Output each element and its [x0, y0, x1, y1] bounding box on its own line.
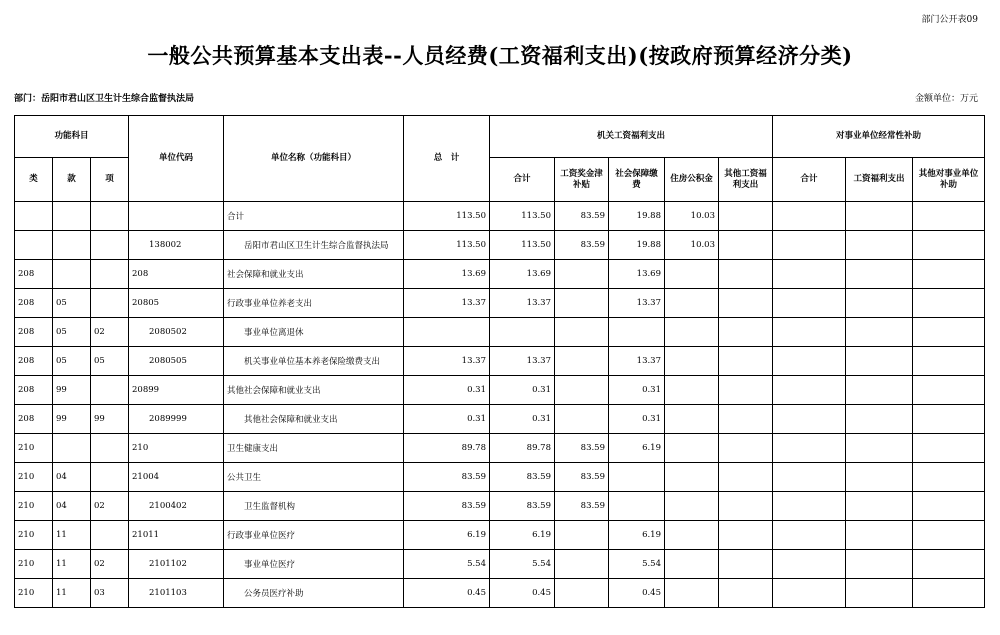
cell-unit-name: 岳阳市君山区卫生计生综合监督执法局 — [224, 231, 404, 260]
cell-org-total: 13.37 — [490, 289, 555, 318]
cell-org-wage — [555, 579, 609, 608]
cell-org-social — [609, 318, 665, 347]
cell-xiang: 02 — [91, 492, 129, 521]
cell-total: 13.37 — [404, 347, 490, 376]
cell-unit-name: 卫生监督机构 — [224, 492, 404, 521]
header-org-total: 合计 — [490, 158, 555, 202]
cell-unit-name: 事业单位离退休 — [224, 318, 404, 347]
cell-total: 0.45 — [404, 579, 490, 608]
cell-org-housing — [665, 492, 719, 521]
cell-org-social: 0.31 — [609, 376, 665, 405]
cell-total: 113.50 — [404, 231, 490, 260]
cell-kuan: 05 — [53, 318, 91, 347]
cell-unit-code: 2101103 — [129, 579, 224, 608]
cell-xiang — [91, 463, 129, 492]
cell-total: 83.59 — [404, 463, 490, 492]
cell-sub-total — [773, 492, 846, 521]
table-row — [15, 376, 985, 405]
page-title: 一般公共预算基本支出表--人员经费(工资福利支出)(按政府预算经济分类) — [147, 43, 853, 68]
cell-sub-other — [913, 405, 985, 434]
header-org-housing: 住房公积金 — [665, 158, 719, 202]
cell-org-housing — [665, 521, 719, 550]
table-row — [15, 579, 985, 608]
table-row — [15, 202, 985, 231]
header-sub-group: 对事业单位经常性补助 — [773, 116, 985, 158]
cell-org-wage: 83.59 — [555, 463, 609, 492]
header-total: 总 计 — [404, 116, 490, 202]
cell-unit-code: 2101102 — [129, 550, 224, 579]
cell-xiang: 02 — [91, 318, 129, 347]
department-label: 部门：岳阳市君山区卫生计生综合监督执法局 — [14, 94, 195, 104]
cell-xiang — [91, 260, 129, 289]
header-func-subject: 功能科目 — [15, 116, 129, 158]
cell-org-other — [719, 550, 773, 579]
cell-unit-code: 2100402 — [129, 492, 224, 521]
header-unit-code: 单位代码 — [129, 116, 224, 202]
header-org-other: 其他工资福利支出 — [719, 158, 773, 202]
cell-sub-total — [773, 550, 846, 579]
cell-org-total: 113.50 — [490, 202, 555, 231]
cell-org-other — [719, 347, 773, 376]
table-row — [15, 318, 985, 347]
cell-unit-code: 21004 — [129, 463, 224, 492]
cell-sub-total — [773, 289, 846, 318]
cell-org-total: 83.59 — [490, 492, 555, 521]
table-row — [15, 289, 985, 318]
cell-xiang — [91, 434, 129, 463]
cell-lei: 208 — [15, 405, 53, 434]
table-row — [15, 347, 985, 376]
cell-org-wage — [555, 260, 609, 289]
cell-lei: 210 — [15, 550, 53, 579]
cell-sub-wage — [846, 260, 913, 289]
cell-sub-wage — [846, 434, 913, 463]
cell-kuan: 99 — [53, 376, 91, 405]
cell-org-other — [719, 260, 773, 289]
cell-sub-other — [913, 492, 985, 521]
table-row — [15, 405, 985, 434]
cell-kuan: 99 — [53, 405, 91, 434]
cell-unit-code: 208 — [129, 260, 224, 289]
cell-total: 13.69 — [404, 260, 490, 289]
cell-org-social: 5.54 — [609, 550, 665, 579]
cell-org-wage — [555, 347, 609, 376]
table-row — [15, 521, 985, 550]
cell-total — [404, 318, 490, 347]
cell-xiang — [91, 521, 129, 550]
cell-sub-total — [773, 434, 846, 463]
cell-unit-code: 20805 — [129, 289, 224, 318]
table-row — [15, 231, 985, 260]
cell-org-total: 83.59 — [490, 463, 555, 492]
cell-unit-code: 138002 — [129, 231, 224, 260]
cell-org-housing: 10.03 — [665, 202, 719, 231]
cell-org-total: 5.54 — [490, 550, 555, 579]
amount-unit-label: 金额单位：万元 — [914, 94, 978, 104]
cell-unit-code — [129, 202, 224, 231]
cell-org-total: 89.78 — [490, 434, 555, 463]
cell-org-wage — [555, 318, 609, 347]
cell-org-social — [609, 463, 665, 492]
table-number-label: 部门公开表09 — [921, 15, 978, 25]
cell-kuan: 11 — [53, 579, 91, 608]
cell-xiang — [91, 289, 129, 318]
cell-sub-other — [913, 463, 985, 492]
cell-kuan — [53, 434, 91, 463]
cell-org-other — [719, 434, 773, 463]
cell-lei: 210 — [15, 492, 53, 521]
cell-unit-code: 2080502 — [129, 318, 224, 347]
cell-lei: 210 — [15, 434, 53, 463]
cell-total: 13.37 — [404, 289, 490, 318]
cell-org-housing — [665, 376, 719, 405]
cell-unit-name: 事业单位医疗 — [224, 550, 404, 579]
cell-unit-code: 21011 — [129, 521, 224, 550]
cell-sub-other — [913, 376, 985, 405]
cell-lei: 210 — [15, 579, 53, 608]
cell-sub-total — [773, 579, 846, 608]
cell-org-other — [719, 405, 773, 434]
cell-sub-wage — [846, 347, 913, 376]
cell-kuan: 05 — [53, 289, 91, 318]
cell-sub-wage — [846, 550, 913, 579]
cell-sub-wage — [846, 463, 913, 492]
cell-unit-name: 公务员医疗补助 — [224, 579, 404, 608]
cell-sub-wage — [846, 405, 913, 434]
cell-unit-code: 210 — [129, 434, 224, 463]
cell-total: 6.19 — [404, 521, 490, 550]
cell-unit-code: 2089999 — [129, 405, 224, 434]
cell-org-social — [609, 492, 665, 521]
cell-kuan — [53, 202, 91, 231]
table-row — [15, 492, 985, 521]
cell-lei — [15, 231, 53, 260]
cell-sub-other — [913, 579, 985, 608]
cell-org-total: 0.45 — [490, 579, 555, 608]
cell-org-other — [719, 318, 773, 347]
cell-sub-total — [773, 231, 846, 260]
cell-unit-name: 公共卫生 — [224, 463, 404, 492]
cell-org-housing — [665, 318, 719, 347]
cell-org-other — [719, 521, 773, 550]
cell-org-total: 6.19 — [490, 521, 555, 550]
cell-sub-total — [773, 405, 846, 434]
budget-table — [14, 115, 985, 608]
header-sub-other: 其他对事业单位补助 — [913, 158, 985, 202]
cell-sub-wage — [846, 376, 913, 405]
cell-sub-total — [773, 463, 846, 492]
cell-lei: 210 — [15, 521, 53, 550]
cell-org-housing — [665, 550, 719, 579]
cell-org-housing — [665, 463, 719, 492]
cell-sub-total — [773, 376, 846, 405]
cell-org-other — [719, 492, 773, 521]
cell-lei: 208 — [15, 289, 53, 318]
cell-org-other — [719, 376, 773, 405]
cell-org-wage: 83.59 — [555, 202, 609, 231]
header-sub-wage: 工资福利支出 — [846, 158, 913, 202]
cell-kuan — [53, 231, 91, 260]
cell-total: 113.50 — [404, 202, 490, 231]
cell-org-social: 13.37 — [609, 289, 665, 318]
cell-sub-wage — [846, 579, 913, 608]
cell-kuan: 04 — [53, 492, 91, 521]
cell-sub-other — [913, 347, 985, 376]
cell-org-other — [719, 231, 773, 260]
cell-org-wage: 83.59 — [555, 492, 609, 521]
cell-org-total: 13.37 — [490, 347, 555, 376]
cell-org-social: 6.19 — [609, 521, 665, 550]
cell-kuan: 04 — [53, 463, 91, 492]
header-org-wage: 工资奖金津补贴 — [555, 158, 609, 202]
cell-org-wage — [555, 550, 609, 579]
cell-org-total: 13.69 — [490, 260, 555, 289]
cell-sub-other — [913, 521, 985, 550]
header-xiang: 项 — [91, 158, 129, 202]
cell-sub-other — [913, 318, 985, 347]
cell-lei: 208 — [15, 376, 53, 405]
cell-org-other — [719, 202, 773, 231]
cell-kuan: 11 — [53, 550, 91, 579]
cell-lei: 208 — [15, 260, 53, 289]
cell-total: 0.31 — [404, 376, 490, 405]
cell-org-social: 19.88 — [609, 231, 665, 260]
cell-unit-name: 其他社会保障和就业支出 — [224, 376, 404, 405]
cell-lei: 208 — [15, 347, 53, 376]
cell-org-housing — [665, 347, 719, 376]
cell-org-total — [490, 318, 555, 347]
cell-org-wage — [555, 405, 609, 434]
header-org-social: 社会保障缴费 — [609, 158, 665, 202]
cell-lei — [15, 202, 53, 231]
table-row — [15, 550, 985, 579]
cell-org-wage — [555, 376, 609, 405]
cell-org-wage — [555, 289, 609, 318]
cell-xiang — [91, 231, 129, 260]
cell-org-housing — [665, 434, 719, 463]
table-row — [15, 260, 985, 289]
cell-kuan: 11 — [53, 521, 91, 550]
cell-org-wage: 83.59 — [555, 231, 609, 260]
cell-sub-other — [913, 260, 985, 289]
cell-org-social: 0.45 — [609, 579, 665, 608]
header-kuan: 款 — [53, 158, 91, 202]
cell-sub-total — [773, 318, 846, 347]
cell-unit-name: 合计 — [224, 202, 404, 231]
cell-sub-wage — [846, 492, 913, 521]
cell-unit-name: 行政事业单位医疗 — [224, 521, 404, 550]
table-body — [15, 202, 985, 608]
cell-org-other — [719, 579, 773, 608]
cell-org-housing — [665, 579, 719, 608]
cell-sub-total — [773, 260, 846, 289]
cell-unit-name: 其他社会保障和就业支出 — [224, 405, 404, 434]
cell-org-total: 0.31 — [490, 405, 555, 434]
cell-sub-total — [773, 521, 846, 550]
cell-org-social: 13.37 — [609, 347, 665, 376]
cell-total: 0.31 — [404, 405, 490, 434]
cell-unit-name: 社会保障和就业支出 — [224, 260, 404, 289]
table-row — [15, 463, 985, 492]
cell-unit-code: 20899 — [129, 376, 224, 405]
cell-org-wage — [555, 521, 609, 550]
cell-org-wage: 83.59 — [555, 434, 609, 463]
cell-sub-other — [913, 550, 985, 579]
cell-org-social: 0.31 — [609, 405, 665, 434]
cell-sub-total — [773, 347, 846, 376]
cell-xiang: 03 — [91, 579, 129, 608]
cell-sub-other — [913, 202, 985, 231]
header-org-group: 机关工资福利支出 — [490, 116, 773, 158]
cell-org-housing — [665, 405, 719, 434]
cell-xiang — [91, 202, 129, 231]
cell-xiang — [91, 376, 129, 405]
cell-org-housing — [665, 260, 719, 289]
cell-xiang: 05 — [91, 347, 129, 376]
cell-kuan — [53, 260, 91, 289]
cell-org-social: 13.69 — [609, 260, 665, 289]
cell-sub-wage — [846, 521, 913, 550]
cell-org-housing: 10.03 — [665, 231, 719, 260]
cell-org-housing — [665, 289, 719, 318]
cell-total: 89.78 — [404, 434, 490, 463]
cell-total: 83.59 — [404, 492, 490, 521]
cell-sub-other — [913, 231, 985, 260]
cell-org-total: 0.31 — [490, 376, 555, 405]
cell-lei: 208 — [15, 318, 53, 347]
table-row — [15, 434, 985, 463]
cell-sub-wage — [846, 202, 913, 231]
cell-sub-other — [913, 289, 985, 318]
cell-xiang: 99 — [91, 405, 129, 434]
cell-kuan: 05 — [53, 347, 91, 376]
header-sub-total: 合计 — [773, 158, 846, 202]
cell-sub-wage — [846, 289, 913, 318]
cell-lei: 210 — [15, 463, 53, 492]
cell-xiang: 02 — [91, 550, 129, 579]
cell-org-other — [719, 289, 773, 318]
cell-sub-wage — [846, 318, 913, 347]
cell-org-other — [719, 463, 773, 492]
cell-unit-name: 行政事业单位养老支出 — [224, 289, 404, 318]
cell-sub-other — [913, 434, 985, 463]
cell-org-total: 113.50 — [490, 231, 555, 260]
cell-unit-name: 卫生健康支出 — [224, 434, 404, 463]
header-unit-name: 单位名称（功能科目） — [224, 116, 404, 202]
cell-org-social: 19.88 — [609, 202, 665, 231]
cell-total: 5.54 — [404, 550, 490, 579]
cell-unit-name: 机关事业单位基本养老保险缴费支出 — [224, 347, 404, 376]
cell-sub-total — [773, 202, 846, 231]
cell-sub-wage — [846, 231, 913, 260]
cell-unit-code: 2080505 — [129, 347, 224, 376]
header-lei: 类 — [15, 158, 53, 202]
cell-org-social: 6.19 — [609, 434, 665, 463]
